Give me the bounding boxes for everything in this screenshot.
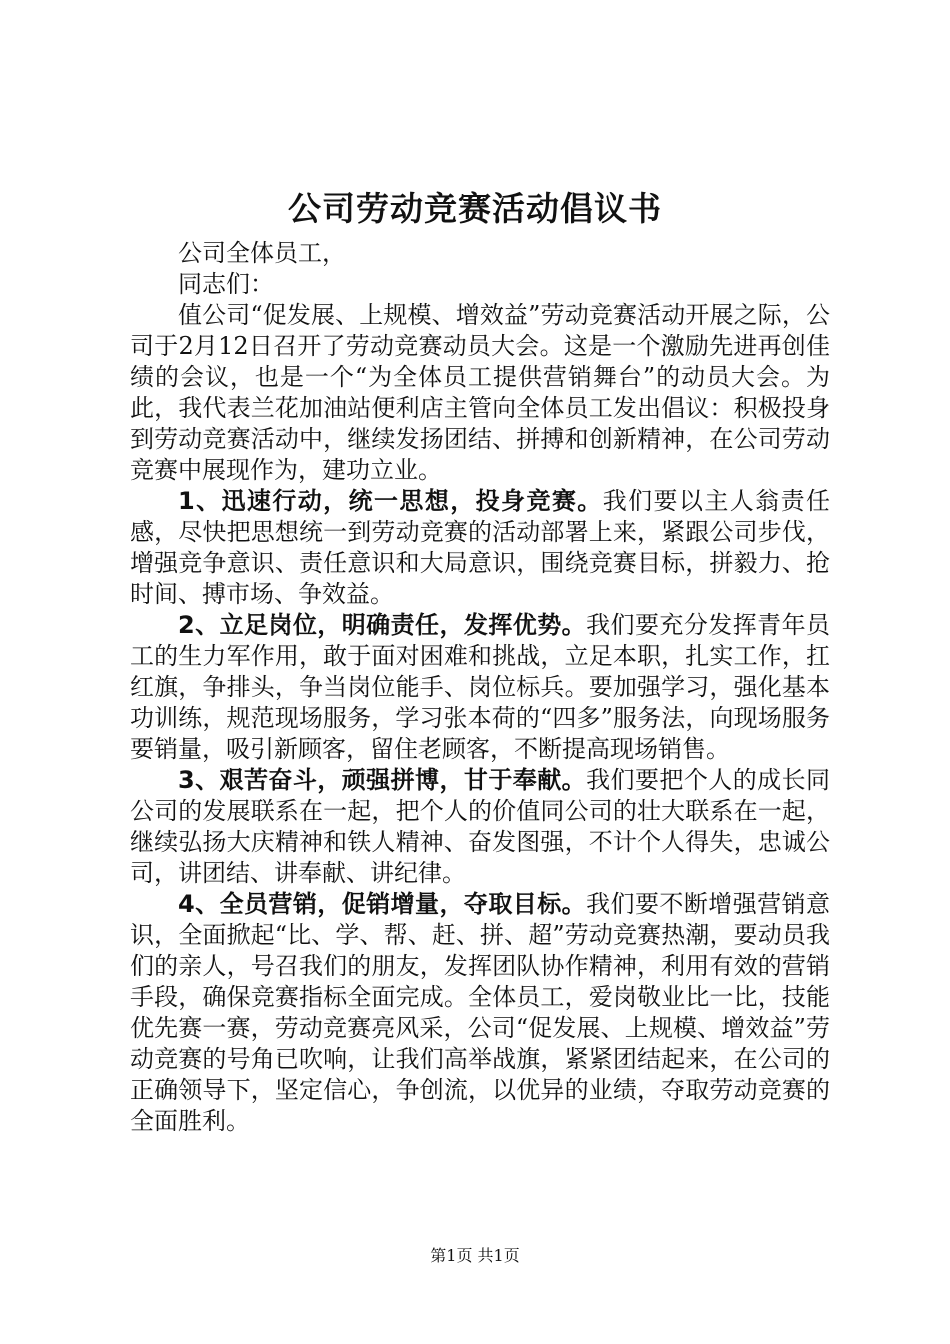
item-heading: 1、迅速行动，统一思想，投身竞赛。 [178,487,603,515]
intro-paragraph: 值公司“促发展、上规模、增效益”劳动竞赛活动开展之际，公司于2月12日召开了劳动竞赛动员大会。这是一个激励先进再创佳绩的会议，也是一个“为全体员工提供营销舞台”的动员大会。为此，我代表兰花加油站便利店主管向全体员工发出倡议：积极投身到劳动竞赛活动中，继续发扬团结、拼搏和创新精神，在公司劳动竞赛中展现作为，建功立业。 [130,301,830,484]
document-body [130,238,830,1137]
page-footer: 第1页 共1页 [430,1246,520,1265]
item-text: 我们要把个人的成长同公司的发展联系在一起，把个人的价值同公司的壮大联系在一起，继续弘扬大庆精神和铁人精神、奋发图强，不计个人得失，忠诚公司，讲团结、讲奉献、讲纪律。 [130,766,831,887]
item-paragraph [130,486,830,610]
item-heading: 2、立足岗位，明确责任，发挥优势。 [178,611,587,639]
item-heading: 3、艰苦奋斗，顽强拼博，甘于奉献。 [178,766,587,794]
item-heading: 4、全员营销，促销增量，夺取目标。 [178,890,587,918]
item-paragraph [130,610,830,765]
document-title: 公司劳动竞赛活动倡议书 [288,189,662,228]
item-paragraph [130,889,830,1137]
item-text: 我们要以主人翁责任感，尽快把思想统一到劳动竞赛的活动部署上来，紧跟公司步伐，增强竞争意识、责任意识和大局意识，围绕竞赛目标，拼毅力、抢时间、搏市场、争效益。 [130,487,830,608]
salutation-line: 公司全体员工， [178,239,346,267]
salutation-line: 同志们： [178,270,274,298]
item-text: 我们要充分发挥青年员工的生力军作用，敢于面对困难和挑战，立足本职，扎实工作，扛红旗，争排头，争当岗位能手、岗位标兵。要加强学习，强化基本功训练，规范现场服务，学习张本荷的“四多”服务法，向现场服务要销量，吸引新顾客，留住老顾客，不断提高现场销售。 [130,611,831,763]
item-text: 我们要不断增强营销意识，全面掀起“比、学、帮、赶、拼、超”劳动竞赛热潮，要动员我们的亲人，号召我们的朋友，发挥团队协作精神，利用有效的营销手段，确保竞赛指标全面完成。全体员工，爱岗敬业比一比，技能优先赛一赛，劳动竞赛亮风采，公司“促发展、上规模、增效益”劳动竞赛的号角已吹响，让我们高举战旗，紧紧团结起来，在公司的正确领导下，坚定信心，争创流，以优异的业绩，夺取劳动竞赛的全面胜利。 [130,890,831,1135]
item-paragraph [130,765,830,889]
